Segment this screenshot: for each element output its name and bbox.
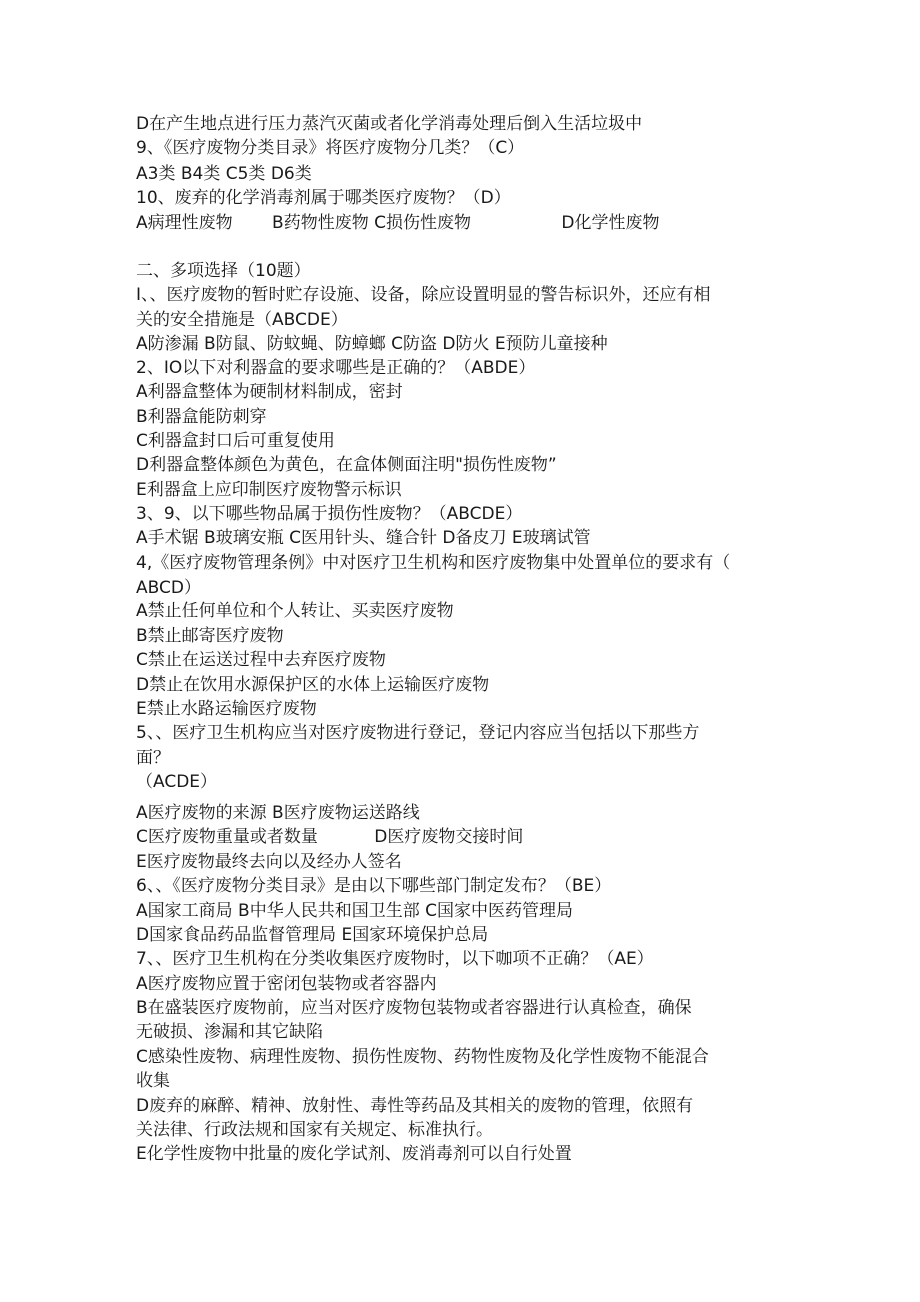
question-line: 5、、医疗卫生机构应当对医疗废物进行登记，登记内容应当包括以下那些方 [136,723,700,743]
text-line: 无破损、渗漏和其它缺陷 [136,1022,323,1042]
options-line: B利器盒能防刺穿 [136,407,267,427]
question-line: 6、、《医疗废物分类目录》是由以下哪些部门制定发布？（BE） [136,876,612,896]
options-line: C利器盒封口后可重复使用 [136,431,335,451]
question-line: 2、IO以下对利器盒的要求哪些是正确的？（ABDE） [136,358,536,378]
options-line: A3类 B4类 C5类 D6类 [136,164,312,184]
question-line: I、、医疗废物的暂时贮存设施、设备，除应设置明显的警告标识外，还应有相 [136,285,711,305]
options-line: A医疗废物应置于密闭包装物或者容器内 [136,974,437,994]
options-line: B禁止邮寄医疗废物 [136,626,284,646]
options-line: E医疗废物最终去向以及经办人签名 [136,852,402,872]
options-line: A禁止任何单位和个人转让、买卖医疗废物 [136,601,454,621]
question-line: 4,《医疗废物管理条例》中对医疗卫生机构和医疗废物集中处置单位的要求有（ [136,553,731,573]
text-line: D在产生地点进行压力蒸汽灭菌或者化学消毒处理后倒入生活垃圾中 [136,114,643,134]
section-heading: 二、多项选择（10题） [136,261,311,281]
options-line: E化学性废物中批量的废化学试剂、废消毒剂可以自行处置 [136,1144,572,1164]
options-line: D利器盒整体颜色为黄色，在盒体侧面注明"损伤性废物” [136,455,557,475]
text-line: 关的安全措施是（ABCDE） [136,310,348,330]
options-line: A利器盒整体为硬制材料制成，密封 [136,382,403,402]
options-line: D国家食品药品监督管理局 E国家环境保护总局 [136,925,489,945]
options-line: D废弃的麻醉、精神、放射性、毒性等药品及其相关的废物的管理，依照有 [136,1096,694,1116]
question-line: 7、、医疗卫生机构在分类收集医疗废物时，以下咖项不正确？（AE） [136,949,654,969]
text-line: ABCD） [136,578,201,598]
options-line: A病理性废物 B药物性废物 C损伤性废物 D化学性废物 [136,213,660,233]
options-line: D禁止在饮用水源保护区的水体上运输医疗废物 [136,675,490,695]
options-line: E禁止水路运输医疗废物 [136,699,317,719]
options-line: A医疗废物的来源 B医疗废物运送路线 [136,803,420,823]
options-line: E利器盒上应印制医疗废物警示标识 [136,480,402,500]
text-line: （ACDE） [136,772,218,792]
question-line: 3、9、以下哪些物品属于损伤性废物？（ABCDE） [136,504,523,524]
options-line: A防渗漏 B防鼠、防蚊蝇、防蟑螂 C防盗 D防火 E预防儿童接种 [136,334,608,354]
text-line: 面？ [136,748,170,768]
options-line: A国家工商局 B中华人民共和国卫生部 C国家中医药管理局 [136,901,573,921]
options-line: C医疗废物重量或者数量 D医疗废物交接时间 [136,827,524,847]
text-line: 收集 [136,1071,170,1091]
question-line: 10、废弃的化学消毒剂属于哪类医疗废物？（D） [136,188,511,208]
options-line: C感染性废物、病理性废物、损伤性废物、药物性废物及化学性废物不能混合 [136,1047,709,1067]
options-line: C禁止在运送过程中去弃医疗废物 [136,650,386,670]
question-line: 9、《医疗废物分类目录》将医疗废物分几类？（C） [136,138,525,158]
options-line: B在盛装医疗废物前，应当对医疗废物包装物或者容器进行认真检查，确保 [136,998,692,1018]
text-line: 关法律、行政法规和国家有关规定、标准执行。 [136,1120,493,1140]
options-line: A手术锯 B玻璃安瓶 C医用针头、缝合针 D备皮刀 E玻璃试管 [136,528,591,548]
